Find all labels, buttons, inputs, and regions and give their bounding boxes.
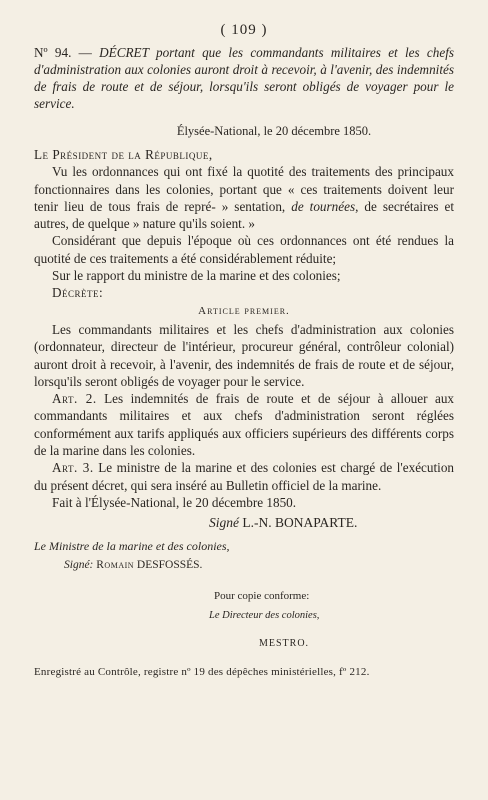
- article-2: [34, 390, 454, 459]
- paragraph-considerant: Considérant que depuis l'époque où ces ordonnances ont été rendues la quotité de ces traitements a été considérablement réduite;: [34, 233, 454, 266]
- mestro-signature: MESTRO.: [259, 637, 310, 649]
- decrete-heading: Décrète:: [52, 285, 104, 301]
- registration-note: Enregistré au Contrôle, registre nº 19 des dépêches ministérielles, fº 212.: [34, 666, 370, 679]
- article-2-text: Les indemnités de frais de route et de séjour à allouer aux commandants militaires et aux chefs d'administration seront réglées conformément aux tarifs appliqués aux officiers supérieurs des différents corps de la marine dans les colonies.: [34, 391, 455, 459]
- decree-place-date: Élysée-National, le 20 décembre 1850.: [176, 124, 372, 138]
- article-3-text: Le ministre de la marine et des colonies est chargé de l'exécution du présent décret, qui sera inséré au Bulletin officiel de la marine.: [34, 460, 455, 493]
- signe-name: L.-N. BONAPARTE.: [242, 515, 358, 531]
- quote-line-2-ital: de tournées: [291, 198, 356, 214]
- article-1-text: Les commandants militaires et les chefs d'administration aux colonies (ordonnateur, directeur de l'intérieur, procureur général, contrôleur colonial) auront droit à recevoir, à l'avenir, des indemnités de frais de route et de séjour, lorsqu'ils seront obligés de voyager pour le service.: [34, 321, 454, 389]
- signe-label: Signé: [209, 515, 239, 531]
- quote-line-3: » nature qu'ils soient. »: [132, 216, 256, 232]
- paragraph-vu: [34, 163, 454, 232]
- article-premier-heading: Article premier.: [198, 304, 290, 317]
- minister-signature: [34, 557, 454, 574]
- decree-heading: [34, 44, 454, 112]
- quote-line-2-pre: » sentation,: [221, 198, 292, 214]
- article-2-label: Art. 2.: [52, 391, 97, 407]
- directeur-title: Le Directeur des colonies,: [209, 610, 320, 622]
- fait-line: Fait à l'Élysée-National, le 20 décembre 1850.: [52, 494, 297, 510]
- signe2-label: Signé:: [64, 558, 94, 571]
- paragraph-vu-text: Vu les ordonnances qui ont fixé la quotité des traitements des principaux fonctionnaires dans les colonies, portant que: [34, 164, 454, 197]
- decree-number: Nº 94. —: [34, 45, 92, 60]
- decree-body: [34, 146, 454, 681]
- copie-conforme: Pour copie conforme:: [214, 590, 310, 603]
- signe2-first: Romain: [96, 558, 135, 571]
- president-heading: Le Président de la République,: [34, 147, 213, 162]
- paragraph-rapport: Sur le rapport du ministre de la marine et des colonies;: [52, 268, 341, 284]
- article-3: [34, 459, 454, 494]
- decree-title: DÉCRET portant que les commandants militaires et les chefs d'administration aux colonies auront droit à recevoir, à l'avenir, des indemnités de frais de route et de séjour, lorsqu'ils seront obligés de voyager pour le service.: [34, 45, 454, 111]
- signe2-name: DESFOSSÉS.: [136, 558, 203, 571]
- quote-line-1: « ces traitements doivent leur tenir lieu de tous frais de repré-: [34, 181, 454, 214]
- president-signature: [34, 514, 454, 531]
- quote-line-2-post: , de secrétaires et autres, de quelque: [34, 198, 454, 232]
- article-3-label: Art. 3.: [52, 460, 94, 476]
- page-number: ( 109 ): [220, 22, 268, 38]
- minister-title: Le Ministre de la marine et des colonies,: [34, 538, 230, 553]
